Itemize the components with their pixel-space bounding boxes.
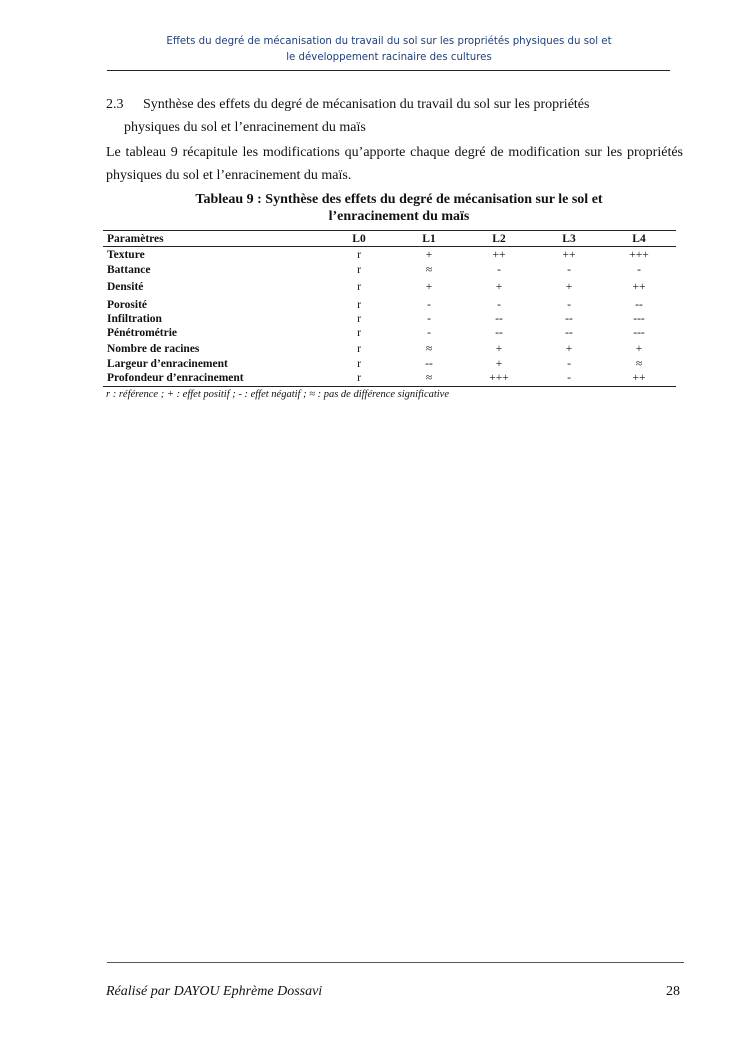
table-cell: ++ [632, 281, 646, 293]
table-cell: ++ [492, 249, 506, 261]
table-cell: + [495, 358, 503, 370]
table-cell: r [357, 264, 361, 276]
row-parameter: Texture [107, 249, 145, 261]
table-cell: -- [425, 358, 433, 370]
table-cell: ≈ [425, 343, 433, 355]
table-cell: - [567, 264, 571, 276]
section-heading [106, 93, 686, 139]
table-row [103, 342, 676, 356]
running-header [108, 34, 670, 66]
table-cell: - [497, 264, 501, 276]
table-cell: + [635, 343, 643, 355]
table-legend-note: r : référence ; + : effet positif ; - : effet négatif ; ≈ : pas de différence significative [106, 389, 450, 400]
table-cell: -- [495, 327, 503, 339]
row-parameter: Densité [107, 281, 144, 293]
table-cell: + [565, 281, 573, 293]
table-cell: + [495, 281, 503, 293]
table-cell: - [427, 299, 431, 311]
table-header-rule [103, 246, 676, 247]
table-cell: ++ [632, 372, 646, 384]
table-cell: r [357, 358, 361, 370]
column-header: L0 [352, 233, 366, 245]
table-cell: ≈ [425, 372, 433, 384]
table-cell: --- [633, 313, 645, 325]
table-row [103, 298, 676, 312]
table-cell: - [427, 327, 431, 339]
table-row [103, 263, 676, 277]
table-cell: r [357, 313, 361, 325]
table-cell: r [357, 327, 361, 339]
column-header: L3 [562, 233, 576, 245]
table-cell: - [637, 264, 641, 276]
table-row [103, 371, 676, 385]
row-parameter: Largeur d’enracinement [107, 358, 228, 370]
table-cell: ++ [562, 249, 576, 261]
row-parameter: Nombre de racines [107, 343, 200, 355]
table-cell: + [425, 281, 433, 293]
table-cell: -- [495, 313, 503, 325]
section-number: 2.3 [106, 97, 124, 112]
table-cell: +++ [489, 372, 509, 384]
row-parameter: Porosité [107, 299, 148, 311]
footer-rule [107, 962, 684, 963]
table-caption-line-2: l’enracinement du maïs [328, 209, 470, 224]
table-caption-line-1: Tableau 9 : Synthèse des effets du degré de mécanisation sur le sol et [195, 192, 603, 207]
table-cell: r [357, 372, 361, 384]
table-cell: - [567, 372, 571, 384]
table-cell: -- [565, 327, 573, 339]
table-cell: + [495, 343, 503, 355]
table-cell: - [427, 313, 431, 325]
running-header-line-1: Effets du degré de mécanisation du travail du sol sur les propriétés physiques du sol et [166, 36, 612, 47]
table-cell: ≈ [425, 264, 433, 276]
page-number: 28 [666, 984, 680, 999]
table-row [103, 248, 676, 262]
running-header-line-2: le développement racinaire des cultures [286, 52, 492, 63]
row-parameter: Profondeur d’enracinement [107, 372, 244, 384]
table-cell: + [425, 249, 433, 261]
table-top-rule [103, 230, 676, 231]
table-cell: -- [565, 313, 573, 325]
section-title-line-2: physiques du sol et l’enracinement du maïs [124, 120, 366, 135]
column-header: L1 [422, 233, 436, 245]
table-cell: --- [633, 327, 645, 339]
table-row [103, 280, 676, 294]
table-cell: -- [635, 299, 643, 311]
table-cell: r [357, 299, 361, 311]
column-header: L4 [632, 233, 646, 245]
table-cell: - [497, 299, 501, 311]
table-row [103, 357, 676, 371]
row-parameter: Pénétrométrie [107, 327, 178, 339]
table-cell: ≈ [635, 358, 643, 370]
section-title-line-1: Synthèse des effets du degré de mécanisation du travail du sol sur les propriétés [143, 97, 590, 112]
table-bottom-rule [103, 386, 676, 387]
table-cell: - [567, 358, 571, 370]
table-cell: + [565, 343, 573, 355]
footer-author: Réalisé par DAYOU Ephrème Dossavi [106, 984, 323, 999]
table-cell: - [567, 299, 571, 311]
table-cell: r [357, 249, 361, 261]
column-header: Paramètres [107, 233, 164, 245]
table-row [103, 326, 676, 340]
header-rule [107, 70, 670, 71]
table-cell: +++ [629, 249, 649, 261]
table-cell: r [357, 281, 361, 293]
column-header: L2 [492, 233, 506, 245]
table-header-row [103, 232, 676, 246]
table-cell: r [357, 343, 361, 355]
table-caption [130, 191, 668, 225]
table-row [103, 312, 676, 326]
row-parameter: Infiltration [107, 313, 162, 325]
row-parameter: Battance [107, 264, 151, 276]
intro-paragraph: Le tableau 9 récapitule les modifications qu’apporte chaque degré de modification sur les propriétés physiques du sol et l’enracinement du maïs. [106, 145, 683, 183]
